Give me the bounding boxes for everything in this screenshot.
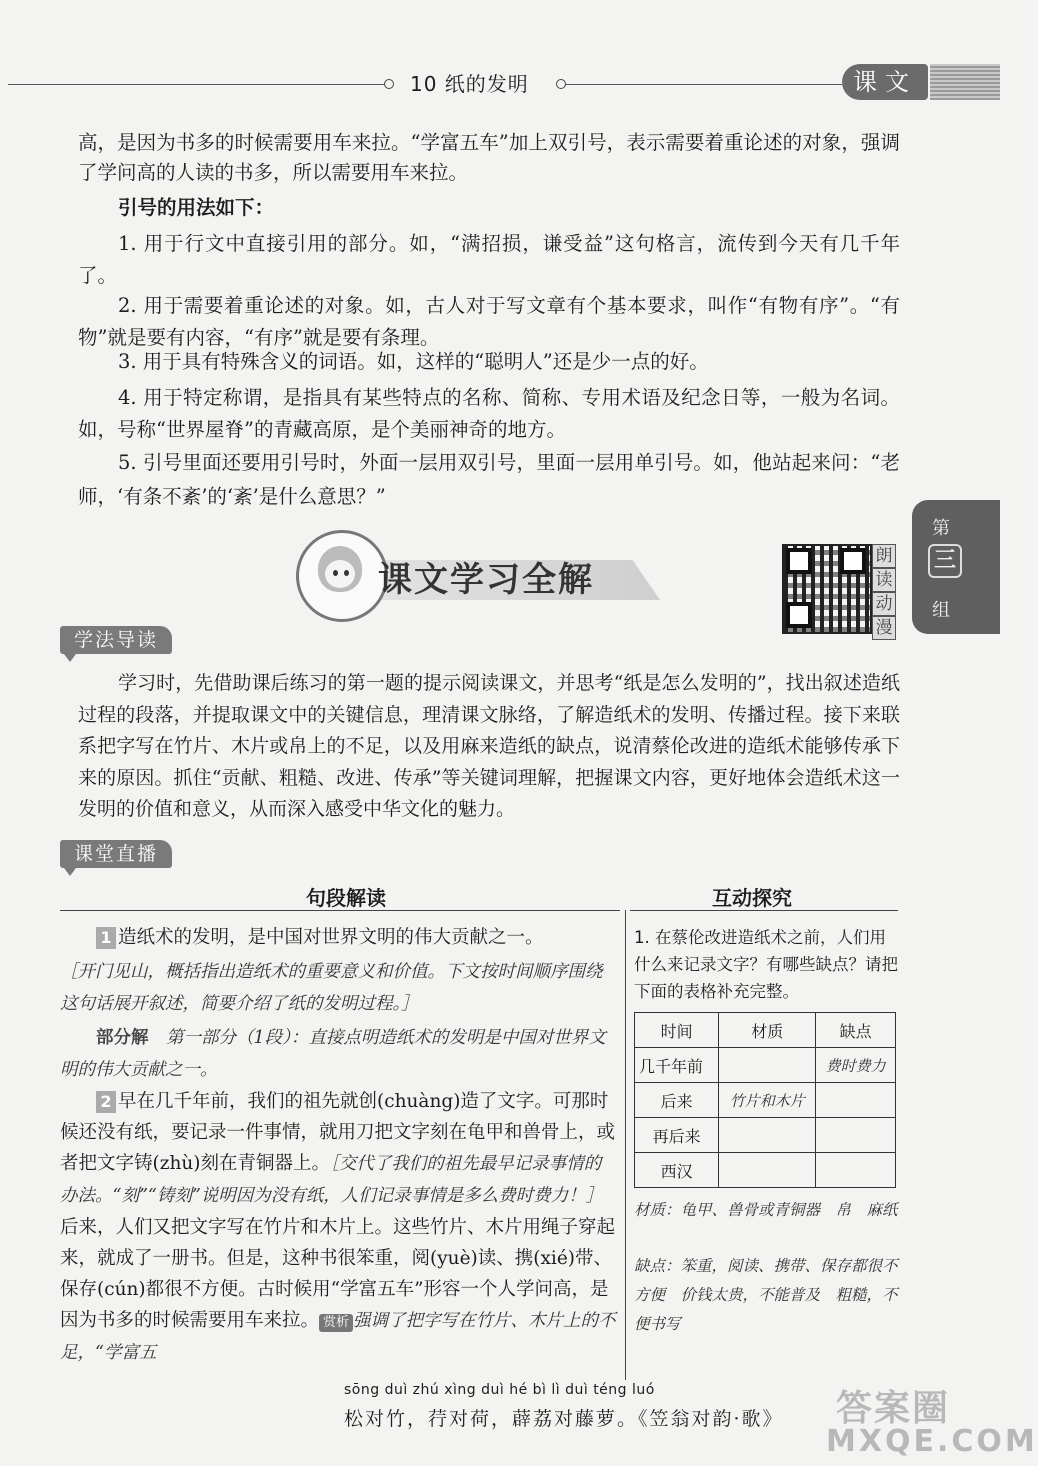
qr-label-0: 朗 — [872, 544, 896, 568]
paragraph-1-text: 造纸术的发明，是中国对世界文明的伟大贡献之一。 — [118, 927, 544, 948]
appreciation-chip: 赏析 — [319, 1314, 353, 1332]
mascot-face-icon — [325, 560, 355, 588]
table-row — [635, 1118, 896, 1153]
right-column-rule — [630, 910, 898, 911]
table-cell — [719, 1153, 816, 1188]
watermark-top: 答案圈 — [836, 1388, 951, 1429]
quote-usage-1: 1. 用于行文中直接引用的部分。如，“满招损，谦受益”这句格言，流传到今天有几千年了。 — [78, 232, 900, 287]
answer-flaw: 缺点：笨重，阅读、携带、保存都很不方便 价钱太贵，不能普及 粗糙，不便书写 — [634, 1257, 898, 1333]
section-tag-study-guide: 学法导读 — [60, 626, 172, 654]
quote-usage-heading: 引号的用法如下： — [118, 196, 275, 219]
paragraph-2-block — [60, 1086, 616, 1369]
header-dot-right — [556, 79, 566, 89]
table-cell — [816, 1153, 896, 1188]
table-cell: 西汉 — [635, 1153, 719, 1188]
quote-usage-2: 2. 用于需要着重论述的对象。如，古人对于写文章有个基本要求，叫作“有物有序”。“有物”就是要有内容，“有序”就是要有条理。 — [78, 294, 900, 349]
section-badge: 课文 — [842, 64, 928, 100]
section-tag-classroom: 课堂直播 — [60, 840, 172, 868]
table-header-flaw: 缺点 — [816, 1013, 896, 1048]
table-cell: 费时费力 — [816, 1048, 896, 1083]
table-cell — [816, 1083, 896, 1118]
table-header-time: 时间 — [635, 1013, 719, 1048]
part-summary-label: 部分解 — [96, 1028, 149, 1048]
table-cell: 再后来 — [635, 1118, 719, 1153]
mascot-eye-left — [333, 570, 338, 576]
paragraph-2-text-a: 早在几千年前，我们的祖先就创(chuàng)造了文字。可那时候还没有纸，要记录一件事情，就用刀把文字刻在龟甲和兽骨上，或者把文字铸(zhù)刻在青铜器上。 — [60, 1091, 616, 1174]
qr-label-3: 漫 — [872, 616, 896, 640]
table-row — [635, 1153, 896, 1188]
table-cell: 后来 — [635, 1083, 719, 1118]
table-row — [635, 1083, 896, 1118]
appreciation-note: 强调了把字写在竹片、木片上的不足，“学富五 — [60, 1311, 616, 1363]
qr-label-2: 动 — [872, 592, 896, 616]
column-divider — [625, 910, 626, 1380]
unit-side-tab — [912, 500, 1000, 634]
quote-usage-4: 4. 用于特定称谓，是指具有某些特点的名称、简称、专用术语及纪念日等，一般为名词。如，号称“世界屋脊”的青藏高原，是个美丽神奇的地方。 — [78, 386, 900, 441]
table-cell: 竹片和木片 — [719, 1083, 816, 1118]
answer-material: 材质：龟甲、兽骨或青铜器 帛 麻纸 — [634, 1201, 898, 1219]
table-row — [635, 1048, 896, 1083]
paragraph-2-text-b: 后来，人们又把文字写在竹片和木片上。这些竹片、木片用绳子穿起来，就成了一册书。但是，这种书很笨重，阅(yuè)读、携(xié)带、保存(cún)都很不方便。古时候用“学富五车”形容一个人学问高，是因为书多的时候需要用车来拉。 — [60, 1217, 616, 1331]
watermark-bottom: MXQE.COM — [826, 1424, 1038, 1459]
mascot-eye-right — [344, 570, 349, 576]
history-table — [634, 1012, 896, 1188]
side-tab-line2: 三 — [928, 544, 962, 578]
table-cell — [816, 1118, 896, 1153]
qr-corner-tr — [840, 548, 866, 574]
header-dot-left — [384, 79, 394, 89]
paragraph-number-2: 2 — [96, 1091, 116, 1113]
qr-label-1: 读 — [872, 568, 896, 592]
table-cell — [719, 1118, 816, 1153]
qr-corner-tl — [786, 548, 812, 574]
paragraph-2-note: ［交代了我们的祖先最早记录事情的办法。“刻”“铸刻”说明因为没有纸，人们记录事情是多么费时费力！］ — [60, 1154, 604, 1206]
qr-corner-bl — [786, 602, 812, 628]
watermark — [826, 1378, 1038, 1464]
paragraph-number-1: 1 — [96, 927, 116, 949]
table-header-material: 材质 — [719, 1013, 816, 1048]
right-column-heading: 互动探究 — [712, 886, 792, 910]
quote-usage-3: 3. 用于具有特殊含义的词语。如，这样的“聪明人”还是少一点的好。 — [118, 350, 709, 373]
part-summary — [60, 1022, 616, 1086]
qr-label-column — [872, 544, 896, 638]
side-tab-line1: 第 — [932, 518, 950, 539]
left-column-rule — [60, 910, 620, 911]
quote-usage-5: 5. 引号里面还要用引号时，外面一层用双引号，里面一层用单引号。如，他站起来问：“老师，‘有条不紊’的‘紊’是什么意思？” — [78, 451, 900, 508]
table-header-row — [635, 1013, 896, 1048]
section-tag-tail-2 — [64, 868, 76, 876]
paragraph-1-block — [60, 922, 616, 954]
banner-title: 课文学习全解 — [378, 560, 594, 600]
header-stripe — [930, 64, 1000, 100]
section-tag-tail — [64, 654, 76, 662]
question-1: 1. 在蔡伦改进造纸术之前，人们用什么来记录文字？有哪些缺点？请把下面的表格补充完整。 — [634, 928, 898, 1001]
left-column-heading: 句段解读 — [306, 886, 386, 910]
table-cell: 几千年前 — [635, 1048, 719, 1083]
header-rule-left — [8, 84, 388, 85]
intro-paragraph-0: 高，是因为书多的时候需要用车来拉。“学富五车”加上双引号，表示需要着重论述的对象，强调了学问高的人读的书多，所以需要用车来拉。 — [78, 131, 900, 184]
side-tab-line3: 组 — [932, 600, 950, 621]
header-rule-right — [566, 84, 842, 85]
study-guide-text: 学习时，先借助课后练习的第一题的提示阅读课文，并思考“纸是怎么发明的”，找出叙述造纸过程的段落，并提取课文中的关键信息，理清课文脉络，了解造纸术的发明、传播过程。接下来联系把字写在竹片、木片或帛上的不足，以及用麻来造纸的缺点，说清蔡伦改进的造纸术能够传承下来的原因。抓住“贡献、粗糙、改进、传承”等关键词理解，把握课文内容，更好地体会造纸术这一发明的价值和意义，从而深入感受中华文化的魅力。 — [78, 672, 900, 820]
lesson-title: 10 纸的发明 — [410, 72, 529, 96]
paragraph-1-note: ［开门见山，概括指出造纸术的重要意义和价值。下文按时间顺序围绕这句话展开叙述，简要介绍了纸的发明过程。］ — [60, 962, 603, 1014]
table-cell — [719, 1048, 816, 1083]
footer-pinyin: sōng duì zhú xìng duì hé bì lì duì téng luó — [344, 1382, 655, 1398]
footer-poem: 松对竹，荇对荷，薜荔对藤萝。《笠翁对韵·歌》 — [344, 1408, 784, 1430]
part-summary-text: 第一部分（1段）：直接点明造纸术的发明是中国对世界文明的伟大贡献之一。 — [60, 1028, 606, 1080]
